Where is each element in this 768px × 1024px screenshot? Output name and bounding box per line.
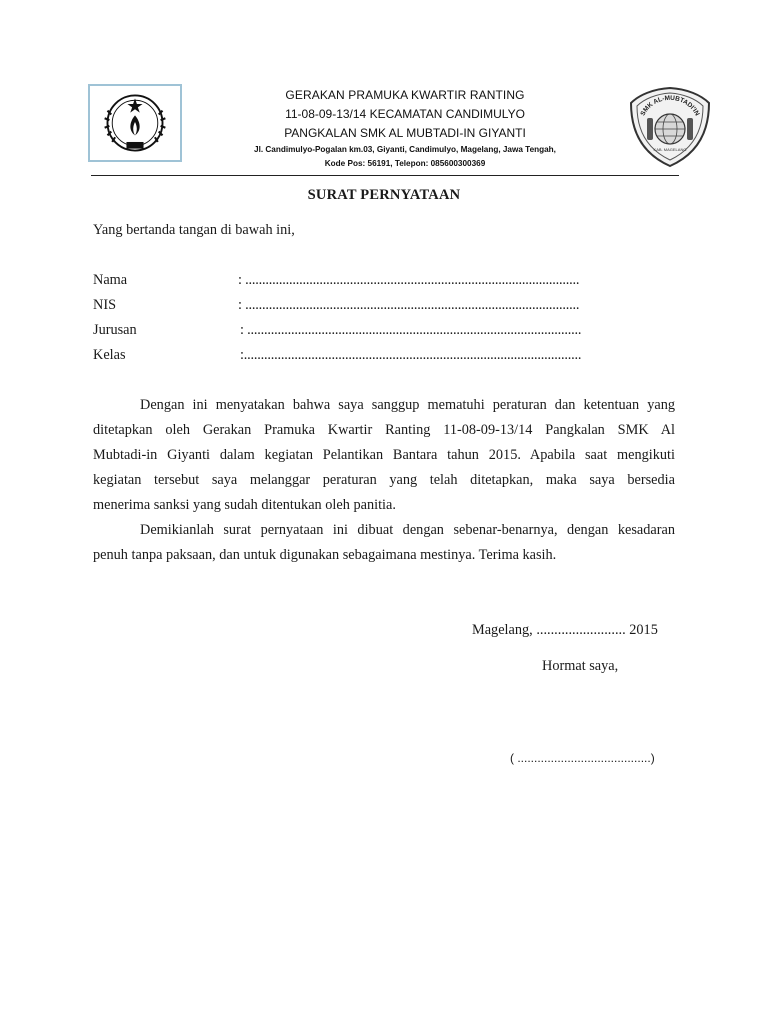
field-value-nis[interactable]: : ................................................................................................... xyxy=(238,297,580,313)
paragraph-line: penuh tanpa paksaan, dan untuk digunakan sebagaimana mestinya. Terima kasih. xyxy=(93,547,557,563)
field-label-nama: Nama xyxy=(93,272,128,288)
field-value-nama[interactable]: : ................................................................................................... xyxy=(238,272,580,288)
letterhead-contact: Kode Pos: 56191, Telepon: 085600300369 xyxy=(324,159,486,168)
crest-subtext: KAB. MAGELANG xyxy=(653,147,687,152)
paragraph-line: kegiatan tersebut saya melanggar peraturan yang telah ditetapkan, maka saya bersedia xyxy=(93,472,675,488)
paragraph-line: menerima sanksi yang sudah ditentukan oleh panitia. xyxy=(93,497,396,513)
field-value-jurusan[interactable]: : ................................................................................................... xyxy=(240,322,582,338)
paragraph-line: Demikianlah surat pernyataan ini dibuat dengan sebenar-benarnya, dengan kesadaran xyxy=(140,522,675,538)
field-value-kelas[interactable]: :.................................................................................................... xyxy=(240,347,582,363)
field-label-kelas: Kelas xyxy=(93,347,126,363)
paragraph-line: Dengan ini menyatakan bahwa saya sanggup mematuhi peraturan dan ketentuan yang xyxy=(140,397,675,413)
letterhead-line-2: 11-08-09-13/14 KECAMATAN CANDIMULYO xyxy=(285,107,525,121)
intro-text: Yang bertanda tangan di bawah ini, xyxy=(93,222,295,238)
crest-text: SMK AL-MUBTADI'IN xyxy=(639,94,701,118)
closing-paragraph xyxy=(93,518,675,568)
letterhead-address: Jl. Candimulyo-Pogalan km.03, Giyanti, Candimulyo, Magelang, Jawa Tengah, xyxy=(254,145,556,154)
closing-salutation: Hormat saya, xyxy=(542,658,619,674)
field-label-nis: NIS xyxy=(93,297,117,313)
field-label-jurusan: Jurusan xyxy=(93,322,137,338)
school-crest-icon xyxy=(627,85,713,169)
statement-paragraph xyxy=(93,393,675,518)
letterhead-divider xyxy=(91,175,679,176)
paragraph-line: Mubtadi-in Giyanti dalam kegiatan Pelantikan Bantara tahun 2015. Apabila saat mengikuti xyxy=(93,447,675,463)
letterhead-line-3: PANGKALAN SMK AL MUBTADI-IN GIYANTI xyxy=(284,126,526,140)
page-title: SURAT PERNYATAAN xyxy=(307,187,461,203)
place-date: Magelang, ......................... 2015 xyxy=(472,622,658,638)
paragraph-line: ditetapkan oleh Gerakan Pramuka Kwartir Ranting 11-08-09-13/14 Pangkalan SMK Al xyxy=(93,422,675,438)
signature-placeholder[interactable]: ( ........................................) xyxy=(510,751,655,765)
letterhead-line-1: GERAKAN PRAMUKA KWARTIR RANTING xyxy=(285,88,525,102)
pramuka-logo-icon xyxy=(88,84,182,162)
